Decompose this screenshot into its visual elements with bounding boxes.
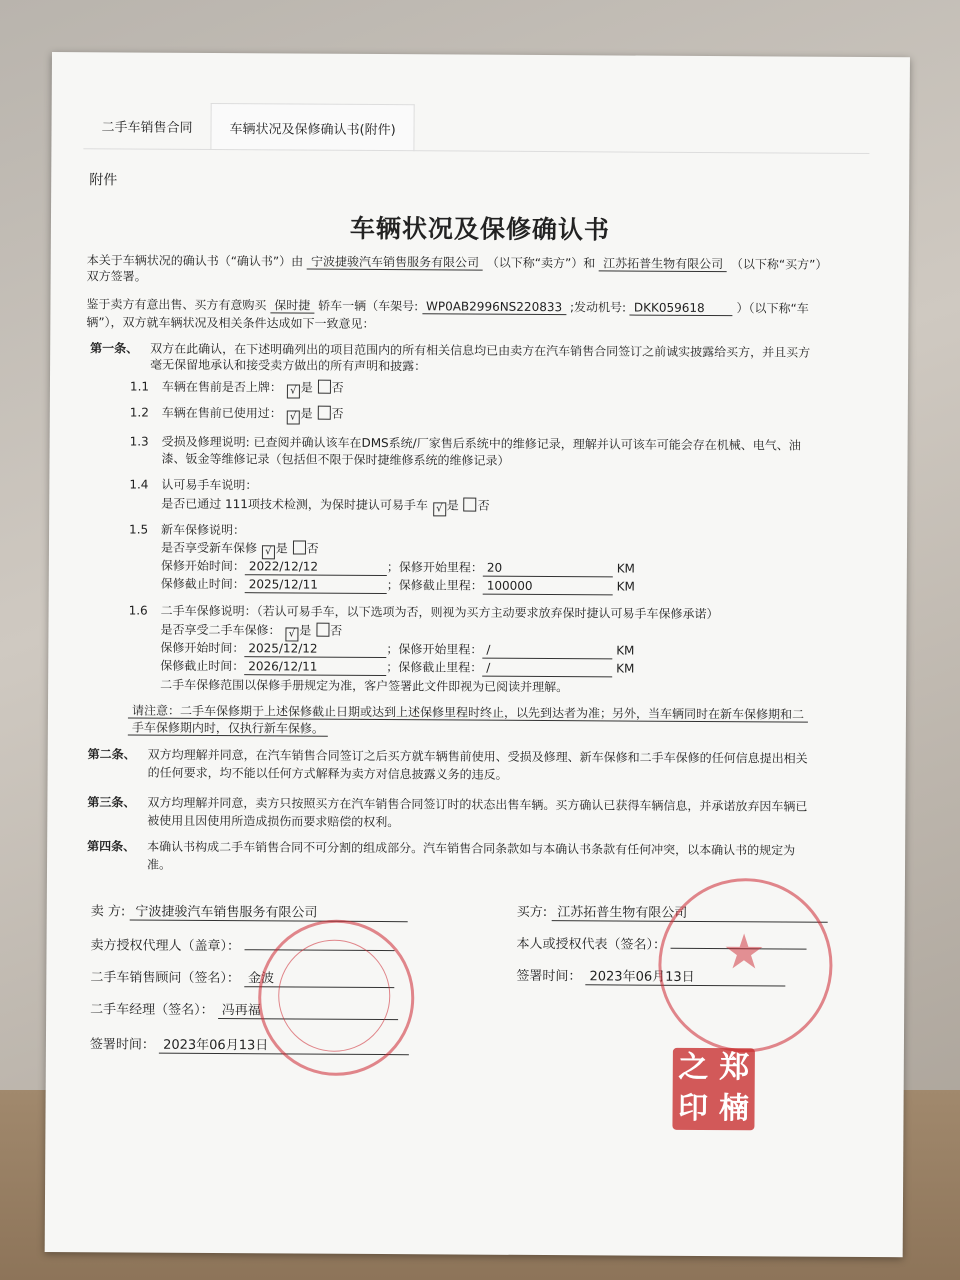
article4-text1: 本确认书构成二手车销售合同不可分割的组成部分。汽车销售合同条款如与本确认书条款有任何冲突，以本确认书的规定为 [147, 839, 796, 858]
intro-buyer: 江苏拓普生物有限公司 [599, 256, 727, 272]
checkbox-no[interactable] [293, 540, 306, 554]
item-1-4-text1: 认可易手车说明： [161, 477, 258, 493]
no-label: 否 [331, 406, 344, 421]
article2-label: 第二条、 [87, 747, 136, 762]
checkbox-no[interactable] [316, 623, 329, 637]
unit-km: KM [616, 579, 635, 594]
checkbox-yes-checked[interactable]: √ [433, 502, 446, 516]
article1-text2: 毫无保留地承认和接受卖方做出的所有声明和披露： [150, 357, 427, 374]
used-warranty-end-row [160, 658, 634, 678]
seller-date: 2023年06月13日 [159, 1034, 409, 1056]
start-km: 20 [483, 560, 613, 578]
article3-text2: 被使用且因使用所造成损伤而要求赔偿的权利。 [147, 813, 400, 830]
no-label: 否 [331, 380, 344, 395]
tab-sales-contract[interactable]: 二手车销售合同 [101, 120, 193, 136]
new-warranty-end-row [161, 576, 635, 596]
seal-char: 之 [678, 1049, 709, 1086]
item-1-1-text: 车辆在售前是否上牌： [161, 379, 283, 395]
article2-text2: 的任何要求，均不能以任何方式解释为卖方对信息披露义务的违反。 [147, 765, 508, 782]
seller-stamp-inner-ring [278, 939, 391, 1052]
intro-mid: （以下称“卖方”）和 [486, 255, 596, 271]
article2-text1: 双方均理解并同意，在汽车销售合同签订之后买方就车辆售前使用、受损及修理、新车保修和二手车保修的任何信息提出相关 [147, 747, 808, 766]
item-1-3-num: 1.3 [129, 434, 149, 449]
notice-line2 [128, 719, 328, 736]
rep-label: 本人或授权代表（签名）： [516, 936, 667, 953]
item-1-3-text1: 受损及修理说明: 已查阅并确认该车在DMS系统/厂家售后系统中的维修记录，理解并认可该车可能会存在机械、电气、油 [161, 434, 801, 453]
start-label: 保修开始时间： [160, 558, 245, 574]
item-1-2-text: 车辆在售前已使用过： [161, 405, 282, 421]
checkbox-no[interactable] [317, 406, 330, 420]
purchase-post: ）（以下称“车 [736, 301, 809, 316]
seal-char: 印 [677, 1090, 709, 1127]
tab-bar [83, 102, 414, 150]
end-km: 100000 [483, 578, 613, 596]
buyer-name: 江苏拓普生物有限公司 [551, 901, 827, 923]
checkbox-no[interactable] [318, 380, 331, 394]
start-date: 2022/12/12 [245, 558, 387, 576]
manager-signature: 冯再福 [218, 999, 398, 1020]
intro-post: （以下称“买方”） [730, 257, 828, 272]
purchase-line1 [86, 296, 808, 316]
document-title: 车辆状况及保修确认书 [349, 213, 611, 245]
item-1-6-line2 [160, 622, 342, 642]
purchase-brand: 保时捷 [270, 298, 314, 313]
purchase-vin: WP0AB2996NS220833 [422, 299, 566, 315]
buyer-date: 2023年06月13日 [585, 965, 785, 986]
item-1-6-text2: 是否享受二手车保修： [160, 622, 281, 638]
intro-pre: 本关于车辆状况的确认书（“确认书”）由 [86, 253, 304, 269]
seller-label: 卖 方: [90, 904, 126, 920]
checkbox-yes-checked[interactable]: √ [262, 545, 275, 559]
attachment-label: 附件 [89, 172, 118, 189]
unit-km: KM [616, 561, 635, 576]
purchase-line2: 辆”），双方就车辆状况及相关条件达成如下一致意见： [86, 315, 375, 331]
checkbox-yes-checked[interactable]: √ [285, 627, 298, 641]
article3-label: 第三条、 [87, 795, 136, 810]
buyer-date-label: 签署时间： [516, 968, 582, 985]
item-1-6-num: 1.6 [128, 603, 148, 618]
yes-label: 是 [299, 623, 312, 638]
yes-label: 是 [300, 380, 313, 395]
end-km: / [482, 660, 612, 678]
end-date: 2025/12/11 [245, 576, 387, 594]
end-label: 保修截止时间： [160, 576, 245, 592]
start-km-label: ；保修开始里程： [386, 642, 483, 657]
no-label: 否 [306, 541, 319, 556]
intro-seller: 宁波捷骏汽车销售服务有限公司 [307, 255, 483, 271]
notice-text1: 请注意：二手车保修期于上述保修截止日期或达到上述保修里程时终止，以先到达者为准；另外，当车辆同时在新车保修期和二 [128, 703, 808, 722]
purchase-mid2: ;发动机号: [569, 300, 627, 315]
advisor-signature: 金波 [244, 967, 394, 988]
checkbox-yes-checked[interactable]: √ [287, 384, 300, 398]
end-km-label: ；保修截止里程： [386, 578, 483, 593]
end-date: 2026/12/11 [244, 658, 386, 676]
purchase-mid1: 轿车一辆（车架号: [318, 298, 419, 314]
unit-km: KM [616, 643, 635, 658]
advisor-label: 二手车销售顾问（签名）： [90, 970, 240, 987]
item-1-4-line2 [161, 496, 490, 517]
article3-text1: 双方均理解并同意，卖方只按照买方在汽车销售合同签订时的状态出售车辆。买方确认已获得车辆信息，并承诺放弃因车辆已 [147, 795, 808, 814]
used-warranty-scope: 二手车保修范围以保修手册规定为准，客户签署此文件即视为已阅读并理解。 [160, 677, 569, 695]
unit-km: KM [616, 661, 635, 676]
new-warranty-start-row [161, 558, 635, 578]
yes-label: 是 [275, 541, 288, 556]
notice-text2: 手车保修期内时，仅执行新车保修。 [128, 720, 328, 736]
end-label: 保修截止时间： [160, 658, 245, 674]
item-1-1-num: 1.1 [129, 379, 150, 394]
item-1-1 [162, 379, 344, 399]
seller-row [91, 900, 408, 922]
start-km: / [482, 642, 612, 660]
used-warranty-start-row [160, 640, 634, 660]
manager-label: 二手车经理（签名）： [90, 1002, 214, 1019]
checkbox-yes-checked[interactable]: √ [287, 410, 300, 424]
item-1-4-num: 1.4 [129, 477, 149, 492]
no-label: 否 [330, 623, 343, 638]
end-km-label: ；保修截止里程： [386, 660, 483, 675]
purchase-pre: 鉴于卖方有意出售、买方有意购买 [86, 297, 267, 313]
tab-vehicle-confirmation[interactable]: 车辆状况及保修确认书(附件) [210, 103, 414, 151]
start-date: 2025/12/12 [244, 640, 386, 658]
start-km-label: ；保修开始里程： [386, 560, 483, 575]
seal-char: 楠 [718, 1091, 750, 1127]
intro-line2: 双方签署。 [86, 269, 147, 284]
tab-divider [83, 148, 869, 154]
star-icon: ★ [722, 924, 766, 981]
item-1-5-text1: 新车保修说明： [161, 522, 246, 538]
yes-label: 是 [446, 498, 459, 513]
intro-line1 [87, 252, 828, 273]
item-1-5-num: 1.5 [129, 522, 149, 537]
item-1-6-text1: 二手车保修说明：（若认可易手车，以下选项为否，则视为买方主动要求放弃保时捷认可易手车保修承诺） [160, 603, 719, 622]
personal-seal [672, 1048, 754, 1130]
no-label: 否 [477, 498, 490, 513]
article4-text2: 准。 [146, 857, 172, 872]
start-label: 保修开始时间： [160, 640, 245, 656]
purchase-engine: DKK059618 [630, 301, 733, 317]
item-1-2-num: 1.2 [129, 405, 149, 420]
item-1-5-text2: 是否享受新车保修 [160, 540, 258, 556]
article1-label: 第一条、 [90, 341, 139, 356]
item-1-4-text2: 是否已通过 111项技术检测，为保时捷认可易手车 [161, 496, 429, 513]
document-page [45, 52, 910, 1257]
item-1-3-text2: 漆、钣金等维修记录（包括但不限于保时捷维修系统的维修记录） [161, 451, 510, 468]
buyer-label: 买方: [516, 904, 548, 921]
agent-label: 卖方授权代理人（盖章）： [90, 938, 241, 955]
seal-char: 郑 [719, 1050, 750, 1086]
item-1-2 [162, 405, 344, 425]
item-1-5-line2 [161, 540, 319, 560]
seller-date-label: 签署时间： [89, 1037, 155, 1053]
seller-name: 宁波捷骏汽车销售服务有限公司 [129, 900, 407, 922]
yes-label: 是 [300, 406, 313, 421]
article4-label: 第四条、 [87, 839, 136, 854]
article1-text1: 双方在此确认，在下述明确列出的项目范围内的所有相关信息均已由卖方在汽车销售合同签订之前诚实披露给买方，并且买方 [150, 341, 811, 360]
checkbox-no[interactable] [464, 498, 477, 512]
